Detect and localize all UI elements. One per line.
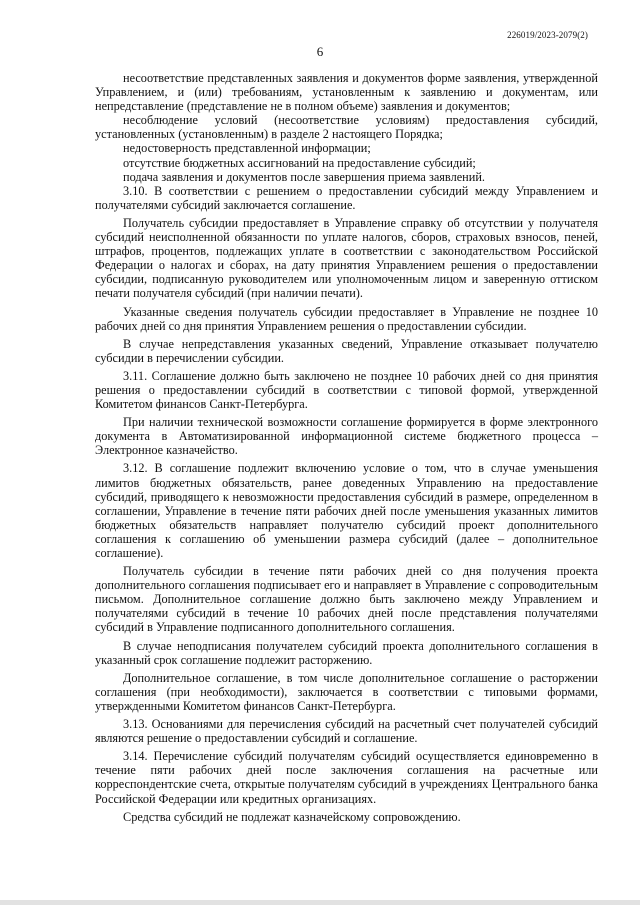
paragraph: несоответствие представленных заявления и документов форме заявления, утвержденной Управлением, и (или) требованиям, установленным к заявлению и документам, или непредставление (представление не в полном объеме) заявления и документов; [95,71,598,114]
paragraph: При наличии технической возможности соглашение формируется в форме электронного документа в Автоматизированной информационной системе бюджетного процесса – Электронное казначейство. [95,415,598,458]
page-number: 6 [316,44,324,59]
paragraph: Получатель субсидии в течение пяти рабочих дней со дня получения проекта дополнительного соглашения подписывает его и направляет в Управление с сопроводительным письмом. Дополнительное соглашение должно быть заключено между Управлением и получателями субсидий в течение 10 рабочих дней после представления получателями субсидий в Управление подписанного дополнительного соглашения. [95,564,598,635]
paragraph: 3.12. В соглашение подлежит включению условие о том, что в случае уменьшения лимитов бюджетных обязательств, ранее доведенных Управлению на предоставление субсидий, приводящего к невозможности предоставления субсидий в размере, определенном в соглашении, Управление в течение пяти рабочих дней после уменьшения указанных лимитов бюджетных обязательств направляет получателю субсидий проект дополнительного соглашения к соглашению об уменьшении размера субсидий (далее – дополнительное соглашение). [95,461,598,560]
paragraph: отсутствие бюджетных ассигнований на предоставление субсидий; [123,155,476,170]
paragraph: 3.14. Перечисление субсидий получателям субсидий осуществляется единовременно в течение пяти рабочих дней после заключения соглашения на расчетные или корреспондентские счета, открытые получателям субсидий в учреждениях Центрального банка Российской Федерации или кредитных организациях. [95,749,598,806]
paragraph: Указанные сведения получатель субсидии предоставляет в Управление не позднее 10 рабочих дней со дня принятия Управлением решения о предоставлении субсидии. [95,304,598,333]
paragraph: Средства субсидий не подлежат казначейскому сопровождению. [123,809,461,824]
scan-edge [0,900,640,905]
paragraph: Получатель субсидии предоставляет в Управление справку об отсутствии у получателя субсидий неисполненной обязанности по уплате налогов, сборов, страховых взносов, пеней, штрафов, процентов, подлежащих уплате в соответствии с законодательством Российской Федерации о налогах и сборах, на дату принятия Управлением решения о предоставлении субсидии, подписанную руководителем или уполномоченным лицом и заверенную оттиском печати получателя субсидий (при наличии печати). [95,215,598,301]
paragraph: несоблюдение условий (несоответствие условиям) предоставления субсидий, установленных (установленным) в разделе 2 настоящего Порядка; [95,113,598,142]
document-id: 226019/2023-2079(2) [507,30,588,40]
document-body [95,71,598,824]
paragraph: Дополнительное соглашение, в том числе дополнительное соглашение о расторжении соглашения (при необходимости), заключается в соответствии с типовыми формами, утвержденными Комитетом финансов Санкт-Петербурга. [95,670,598,713]
paragraph: недостоверность представленной информации; [123,141,371,156]
paragraph: 3.11. Соглашение должно быть заключено не позднее 10 рабочих дней со дня принятия решения о предоставлении субсидий в соответствии с типовой формой, утвержденной Комитетом финансов Санкт-Петербурга. [95,368,598,412]
paragraph: 3.10. В соответствии с решением о предоставлении субсидий между Управлением и получателями субсидий заключается соглашение. [95,183,598,212]
paragraph: В случае неподписания получателем субсидий проекта дополнительного соглашения в указанный срок соглашение подлежит расторжению. [95,638,598,667]
paragraph: 3.13. Основаниями для перечисления субсидий на расчетный счет получателей субсидий являются решение о предоставлении субсидий и соглашение. [95,717,598,746]
paragraph: В случае непредставления указанных сведений, Управление отказывает получателю субсидии в перечислении субсидии. [95,336,598,365]
paragraph: подача заявления и документов после завершения приема заявлений. [123,169,485,184]
